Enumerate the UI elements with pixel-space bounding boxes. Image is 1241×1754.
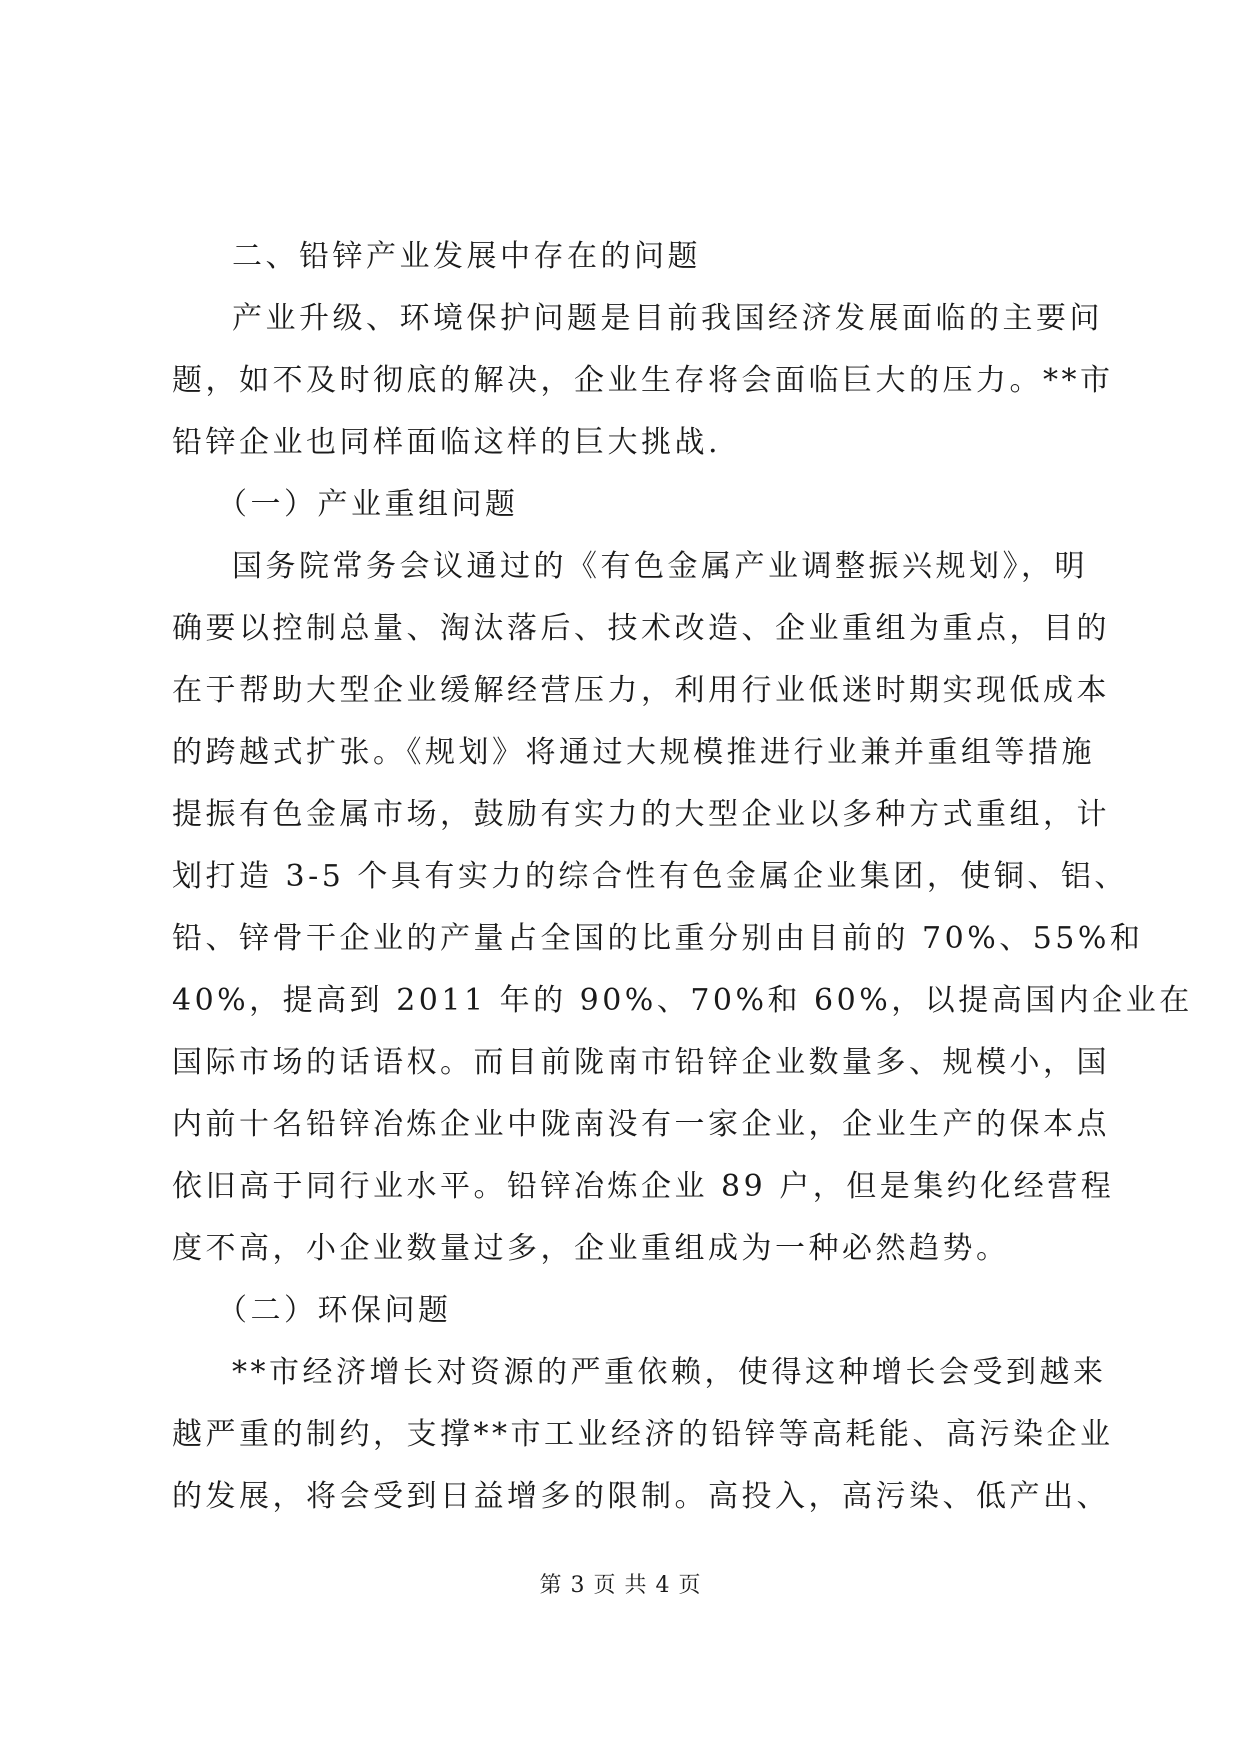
paragraph-line: 铅、锌骨干企业的产量占全国的比重分别由目前的 70%、55%和 — [172, 921, 1144, 956]
paragraph-line: 铅锌企业也同样面临这样的巨大挑战. — [172, 425, 722, 460]
paragraph-line: 内前十名铅锌冶炼企业中陇南没有一家企业，企业生产的保本点 — [172, 1107, 1110, 1142]
document-body — [172, 226, 1193, 1528]
paragraph-line: 在于帮助大型企业缓解经营压力，利用行业低迷时期实现低成本 — [172, 673, 1110, 708]
paragraph-line: 提振有色金属市场，鼓励有实力的大型企业以多种方式重组，计 — [172, 797, 1110, 832]
paragraph-line: 国务院常务会议通过的《有色金属产业调整振兴规划》，明 — [232, 549, 1088, 584]
subsection-heading: （一）产业重组问题 — [217, 487, 519, 522]
paragraph-line: 产业升级、环境保护问题是目前我国经济发展面临的主要问 — [232, 301, 1103, 336]
paragraph-line: 的发展，将会受到日益增多的限制。高投入，高污染、低产出、 — [172, 1479, 1110, 1514]
paragraph-line: 划打造 3-5 个具有实力的综合性有色金属企业集团，使铜、铝、 — [172, 859, 1128, 894]
paragraph-line: 的跨越式扩张。《规划》将通过大规模推进行业兼并重组等措施 — [172, 735, 1095, 770]
subsection-heading: （二）环保问题 — [217, 1293, 452, 1328]
paragraph-line: **市经济增长对资源的严重依赖，使得这种增长会受到越来 — [232, 1355, 1107, 1390]
paragraph-line: 题，如不及时彻底的解决，企业生存将会面临巨大的压力。**市 — [172, 363, 1114, 398]
paragraph-line: 40%，提高到 2011 年的 90%、70%和 60%，以提高国内企业在 — [172, 983, 1193, 1018]
paragraph-line: 依旧高于同行业水平。铅锌冶炼企业 89 户，但是集约化经营程 — [172, 1169, 1115, 1204]
paragraph-line: 越严重的制约，支撑**市工业经济的铅锌等高耗能、高污染企业 — [172, 1417, 1114, 1452]
page-footer: 第 3 页 共 4 页 — [539, 1573, 702, 1598]
section-heading: 二、铅锌产业发展中存在的问题 — [232, 239, 701, 274]
paragraph-line: 国际市场的话语权。而目前陇南市铅锌企业数量多、规模小，国 — [172, 1045, 1110, 1080]
paragraph-line: 度不高，小企业数量过多，企业重组成为一种必然趋势。 — [172, 1231, 1010, 1266]
paragraph-line: 确要以控制总量、淘汰落后、技术改造、企业重组为重点，目的 — [172, 611, 1110, 646]
